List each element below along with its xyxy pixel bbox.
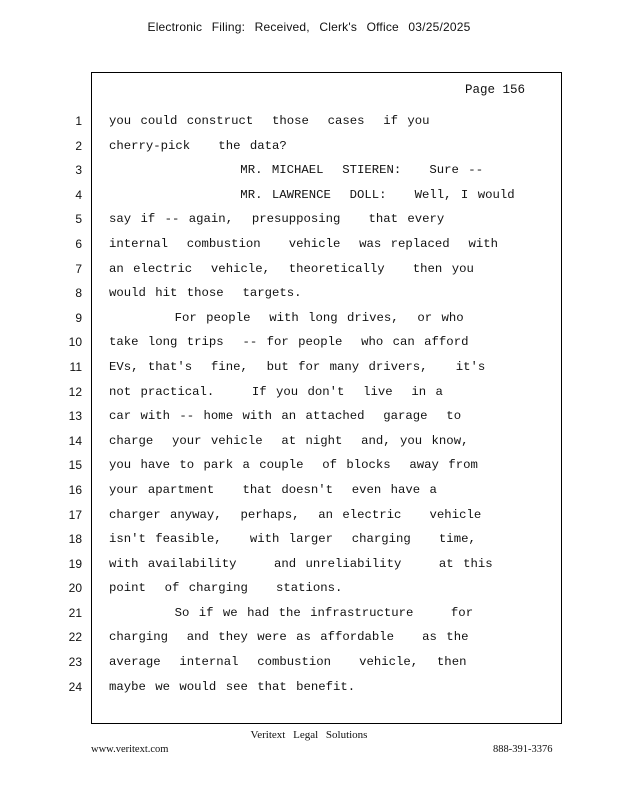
line-number: 16: [68, 482, 82, 497]
filing-stamp: Electronic Filing: Received, Clerk's Office 03/25/2025: [147, 20, 471, 34]
transcript-line: point of charging stations.: [109, 581, 343, 596]
transcript-line: your apartment that doesn't even have a: [109, 482, 437, 497]
line-number: 17: [68, 507, 82, 522]
line-number: 9: [75, 310, 82, 325]
transcript-line: MR. MICHAEL STIEREN: Sure --: [109, 163, 484, 178]
transcript-line: take long trips -- for people who can afford: [109, 335, 469, 350]
transcript-line: cherry-pick the data?: [109, 138, 287, 153]
transcript-line: internal combustion vehicle was replaced with: [109, 236, 498, 251]
transcript-line: charging and they were as affordable as the: [109, 630, 469, 645]
line-number: 21: [68, 605, 82, 620]
transcript-line: EVs, that's fine, but for many drivers, it's: [109, 359, 486, 374]
line-number: 11: [69, 359, 82, 374]
page-number: Page 156: [464, 83, 525, 97]
transcript-line: MR. LAWRENCE DOLL: Well, I would: [109, 187, 515, 202]
line-number: 1: [75, 114, 82, 128]
line-number: 23: [68, 655, 82, 670]
footer-company-name: Veritext Legal Solutions: [250, 729, 368, 741]
line-number: 15: [68, 458, 82, 473]
line-number: 6: [75, 236, 82, 251]
transcript-line: would hit those targets.: [109, 286, 302, 301]
line-number: 10: [68, 335, 82, 350]
transcript-line: charge your vehicle at night and, you know,: [109, 433, 469, 448]
transcript-line: isn't feasible, with larger charging time,: [109, 532, 476, 547]
line-number: 22: [68, 630, 82, 645]
transcript-line: not practical. If you don't live in a: [109, 384, 443, 399]
line-number: 7: [75, 261, 82, 276]
line-number: 13: [68, 409, 82, 424]
line-number: 20: [68, 581, 82, 596]
line-number: 18: [68, 532, 82, 547]
line-number-column: [60, 112, 82, 702]
line-number: 3: [75, 163, 82, 178]
footer-website: www.veritext.com: [91, 744, 169, 755]
transcript-line: car with -- home with an attached garage to: [109, 409, 462, 424]
transcript-line: For people with long drives, or who: [109, 310, 464, 325]
line-number: 24: [68, 679, 82, 694]
line-number: 5: [75, 212, 82, 227]
line-number: 19: [68, 556, 82, 571]
line-number: 14: [68, 433, 82, 448]
line-number: 2: [75, 138, 82, 153]
transcript-line: average internal combustion vehicle, then: [109, 655, 467, 670]
transcript-line: an electric vehicle, theoretically then you: [109, 261, 474, 276]
footer-phone: 888-391-3376: [493, 744, 553, 755]
line-number: 12: [68, 384, 82, 399]
transcript-line: with availability and unreliability at this: [109, 556, 493, 571]
transcript-line: maybe we would see that benefit.: [109, 679, 356, 694]
line-number: 4: [75, 187, 82, 202]
transcript-body: [109, 112, 549, 702]
transcript-line: charger anyway, perhaps, an electric vehicle: [109, 507, 482, 522]
line-number: 8: [75, 286, 82, 301]
transcript-line: you could construct those cases if you: [109, 114, 430, 128]
transcript-line: say if -- again, presupposing that every: [109, 212, 445, 227]
transcript-line: So if we had the infrastructure for: [109, 605, 474, 620]
transcript-line: you have to park a couple of blocks away from: [109, 458, 478, 473]
